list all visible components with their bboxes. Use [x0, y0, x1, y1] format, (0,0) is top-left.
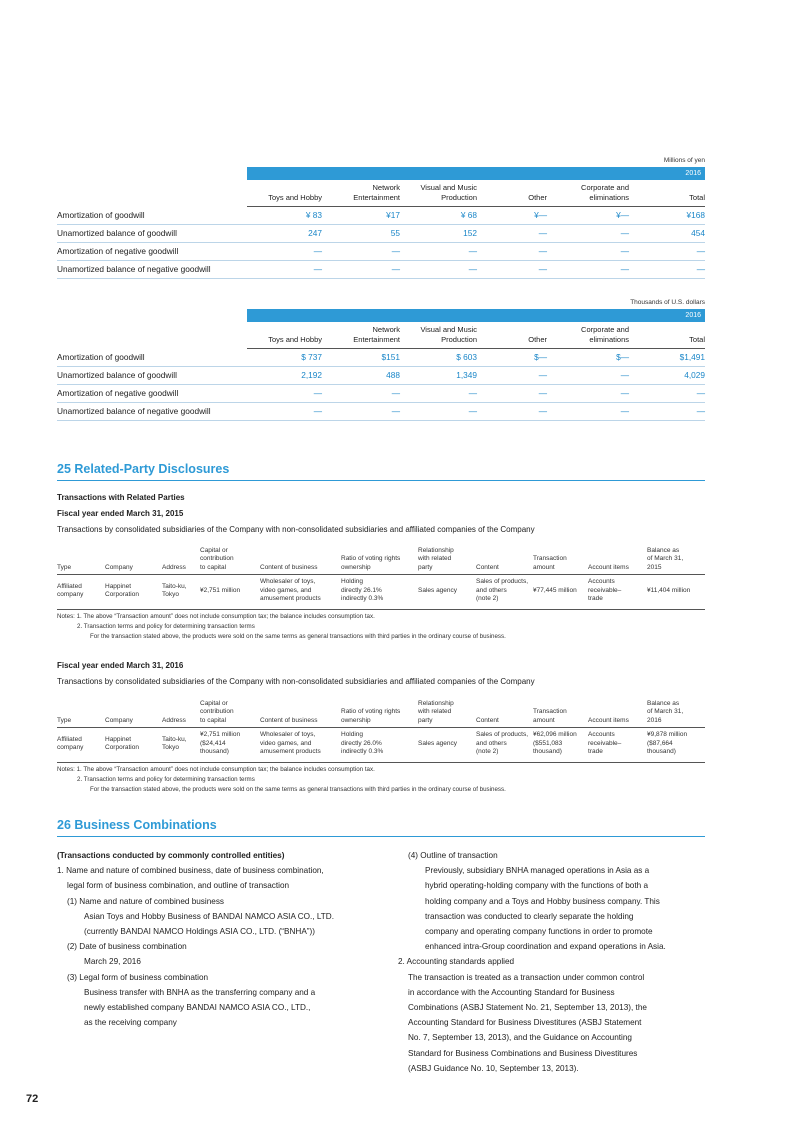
notes-2015: [57, 612, 705, 642]
subheading-transactions: Transactions with Related Parties: [57, 493, 185, 502]
rp-header-cell: Account items: [588, 563, 629, 571]
rp-cell: Happinet Corporation: [105, 735, 139, 751]
rp-header-cell: Capital or contribution to capital: [200, 546, 234, 571]
rp-cell: ¥2,751 million: [200, 586, 241, 594]
paragraph-line: enhanced intra-Group coordination and expand operations in Asia.: [425, 942, 666, 952]
col-header: Corporate and eliminations: [581, 183, 629, 202]
table-cell: ¥—: [616, 210, 629, 220]
rp-header-cell: Company: [105, 716, 133, 724]
table-cell: 2,192: [301, 370, 322, 380]
paragraph-line: company and operating company functions in order to promote: [425, 927, 653, 937]
row-label: Unamortized balance of goodwill: [57, 228, 177, 238]
related-party-table-2016: [57, 695, 705, 763]
year-band: 2016: [247, 309, 705, 322]
paragraph-line: (3) Legal form of business combination: [67, 972, 209, 982]
rp-header-cell: Content of business: [260, 716, 318, 724]
table-row: [57, 403, 705, 421]
col-header: Visual and Music Production: [420, 325, 477, 344]
year-band: 2016: [247, 167, 705, 180]
table-cell: —: [468, 406, 477, 416]
rp-header-cell: Type: [57, 563, 72, 571]
rp-cell: Sales of products, and others (note 2): [476, 578, 529, 603]
paragraph-line: (4) Outline of transaction: [408, 851, 498, 860]
related-party-table-2015: [57, 542, 705, 610]
rp-data-row: [57, 575, 705, 610]
table-cell: —: [313, 388, 322, 398]
table-cell: —: [696, 264, 705, 274]
column-headers: [57, 322, 705, 348]
table-cell: —: [620, 228, 629, 238]
paragraph-line: Business transfer with BNHA as the transferring company and a: [84, 987, 316, 997]
goodwill-table-usd: [57, 299, 705, 421]
subheading-fy2016: Fiscal year ended March 31, 2016: [57, 661, 184, 670]
col-header: Total: [689, 193, 705, 202]
table-cell: —: [620, 246, 629, 256]
table-cell: —: [468, 264, 477, 274]
subheading-fy2015: Fiscal year ended March 31, 2015: [57, 509, 184, 518]
table-cell: ¥—: [534, 210, 547, 220]
rp-cell: Accounts receivable– trade: [588, 578, 622, 603]
rp-cell: ¥9,878 million ($87,664 thousand): [647, 731, 688, 756]
table-cell: —: [313, 406, 322, 416]
table-cell: —: [391, 264, 400, 274]
paragraph-line: Combinations (ASBJ Statement No. 21, September 13, 2013), the: [408, 1003, 647, 1013]
paragraph-line: holding company and a Toys and Hobby business company. This: [425, 896, 660, 906]
description-2015: Transactions by consolidated subsidiaries of the Company with non-consolidated subsidiaries and affiliated companies of the Company: [57, 525, 535, 534]
business-combinations-right: [398, 848, 708, 1076]
col-header: Toys and Hobby: [268, 335, 322, 344]
rp-header-cell: Company: [105, 563, 133, 571]
paragraph-line: 2. Accounting standards applied: [398, 957, 515, 967]
table-cell: —: [696, 246, 705, 256]
paragraph-line: Asian Toys and Hobby Business of BANDAI NAMCO ASIA CO., LTD.: [84, 911, 334, 921]
table-cell: 55: [390, 228, 400, 238]
unit-label: Millions of yen: [663, 157, 705, 164]
table-cell: —: [391, 246, 400, 256]
rp-cell: ¥11,404 million: [647, 586, 691, 594]
rp-header-cell: Balance as of March 31, 2015: [647, 546, 684, 571]
table-cell: —: [538, 228, 547, 238]
rp-header-cell: Account items: [588, 716, 629, 724]
col-header: Other: [528, 193, 547, 202]
paragraph-line: legal form of business combination, and outline of transaction: [67, 881, 290, 891]
table-cell: $ 737: [301, 352, 322, 362]
paragraph-line: Standard for Business Combinations and Business Divestitures: [408, 1048, 638, 1058]
row-label: Amortization of negative goodwill: [57, 246, 179, 256]
unit-label: Thousands of U.S. dollars: [630, 299, 705, 306]
rp-cell: Affiliated company: [57, 735, 84, 751]
row-label: Amortization of goodwill: [57, 210, 145, 220]
rp-header-cell: Transaction amount: [533, 708, 567, 724]
table-cell: 4,029: [684, 370, 705, 380]
rp-cell: ¥62,096 million ($551,083 thousand): [533, 731, 577, 756]
table-cell: $ 603: [456, 352, 477, 362]
rp-header-cell: Relationship with related party: [418, 546, 454, 571]
paragraph-line: as the receiving company: [84, 1018, 177, 1028]
note-line: For the transaction stated above, the products were sold on the same terms as general transactions with third parties in the ordinary course of business.: [90, 633, 506, 640]
note-line: Notes: 1. The above “Transaction amount” does not include consumption tax; the balance includes consumption tax.: [57, 613, 375, 620]
paragraph-line: (2) Date of business combination: [67, 942, 187, 952]
table-cell: 152: [463, 228, 477, 238]
table-cell: 454: [691, 228, 705, 238]
table-row: [57, 349, 705, 367]
table-row: [57, 243, 705, 261]
row-label: Unamortized balance of negative goodwill: [57, 406, 211, 416]
table-cell: 488: [386, 370, 400, 380]
rp-cell: Holding directly 26.0% indirectly 0.3%: [341, 731, 384, 756]
table-cell: —: [468, 246, 477, 256]
col-header: Visual and Music Production: [420, 183, 477, 202]
paragraph-line: 1. Name and nature of combined business, date of business combination,: [57, 866, 324, 876]
table-cell: —: [538, 388, 547, 398]
table-cell: —: [538, 264, 547, 274]
rp-cell: Wholesaler of toys, video games, and amusement products: [260, 578, 321, 603]
table-row: [57, 225, 705, 243]
rp-header-cell: Capital or contribution to capital: [200, 699, 234, 724]
table-cell: —: [391, 406, 400, 416]
rp-header-cell: Content: [476, 716, 499, 724]
rp-data-row: [57, 728, 705, 763]
rp-cell: Wholesaler of toys, video games, and amusement products: [260, 731, 321, 756]
paragraph-line: Accounting Standard for Business Divestitures (ASBJ Statement: [408, 1018, 642, 1028]
paragraph-line: (1) Name and nature of combined business: [67, 896, 225, 906]
table-cell: —: [620, 370, 629, 380]
rp-cell: Affiliated company: [57, 582, 84, 598]
table-cell: —: [620, 388, 629, 398]
col-header: Corporate and eliminations: [581, 325, 629, 344]
table-cell: ¥17: [386, 210, 400, 220]
row-label: Amortization of goodwill: [57, 352, 145, 362]
section-26-title: 26 Business Combinations: [57, 818, 705, 837]
rp-header-row: [57, 695, 705, 728]
rp-header-cell: Transaction amount: [533, 555, 567, 571]
rp-header-cell: Ratio of voting rights ownership: [341, 555, 401, 571]
rp-header-cell: Content of business: [260, 563, 318, 571]
rp-cell: Taito-ku, Tokyo: [162, 735, 187, 751]
table-row: [57, 207, 705, 225]
paragraph-line: Previously, subsidiary BNHA managed operations in Asia as a: [425, 866, 650, 876]
table-cell: —: [538, 246, 547, 256]
table-cell: ¥ 83: [305, 210, 322, 220]
column-headers: [57, 180, 705, 206]
rp-header-cell: Balance as of March 31, 2016: [647, 699, 684, 724]
table-cell: $151: [381, 352, 400, 362]
note-line: 2. Transaction terms and policy for determining transaction terms: [77, 623, 255, 630]
rp-cell: Sales agency: [418, 586, 458, 594]
col-header: Total: [689, 335, 705, 344]
table-row: [57, 261, 705, 279]
paragraph-line: No. 7, September 13, 2013), and the Guidance on Accounting: [408, 1033, 632, 1043]
rp-cell: ¥77,445 million: [533, 586, 577, 594]
table-cell: $1,491: [679, 352, 705, 362]
row-label: Amortization of negative goodwill: [57, 388, 179, 398]
paragraph-line: The transaction is treated as a transaction under common control: [408, 972, 645, 982]
table-cell: —: [538, 370, 547, 380]
table-cell: —: [468, 388, 477, 398]
table-cell: $—: [534, 352, 547, 362]
paragraph-line: (Transactions conducted by commonly controlled entities): [57, 851, 285, 860]
table-cell: 247: [308, 228, 322, 238]
rp-header-cell: Relationship with related party: [418, 699, 454, 724]
paragraph-line: (currently BANDAI NAMCO Holdings ASIA CO., LTD. (“BNHA”)): [84, 927, 315, 937]
table-row: [57, 367, 705, 385]
paragraph-line: transaction was conducted to clearly separate the holding: [425, 911, 634, 921]
table-cell: —: [620, 264, 629, 274]
page-number: 72: [26, 1093, 39, 1105]
table-cell: —: [313, 246, 322, 256]
row-label: Unamortized balance of negative goodwill: [57, 264, 211, 274]
table-cell: $—: [616, 352, 629, 362]
note-line: 2. Transaction terms and policy for determining transaction terms: [77, 776, 255, 783]
rp-cell: Accounts receivable– trade: [588, 731, 622, 756]
table-cell: —: [313, 264, 322, 274]
rp-cell: Sales agency: [418, 739, 458, 747]
rp-cell: Happinet Corporation: [105, 582, 139, 598]
row-label: Unamortized balance of goodwill: [57, 370, 177, 380]
table-cell: ¥168: [686, 210, 705, 220]
table-cell: —: [696, 388, 705, 398]
goodwill-table-yen: [57, 157, 705, 279]
paragraph-line: in accordance with the Accounting Standard for Business: [408, 987, 615, 997]
table-cell: ¥ 68: [460, 210, 477, 220]
rp-cell: Taito-ku, Tokyo: [162, 582, 187, 598]
table-cell: —: [538, 406, 547, 416]
table-cell: —: [696, 406, 705, 416]
section-25-title: 25 Related-Party Disclosures: [57, 462, 705, 481]
rp-cell: Holding directly 26.1% indirectly 0.3%: [341, 578, 384, 603]
note-line: For the transaction stated above, the products were sold on the same terms as general transactions with third parties in the ordinary course of business.: [90, 786, 506, 793]
col-header: Network Entertainment: [353, 325, 400, 344]
table-cell: —: [391, 388, 400, 398]
col-header: Other: [528, 335, 547, 344]
rp-header-cell: Content: [476, 563, 499, 571]
paragraph-line: (ASBJ Guidance No. 10, September 13, 2013).: [408, 1063, 579, 1073]
table-cell: —: [620, 406, 629, 416]
note-line: Notes: 1. The above “Transaction amount” does not include consumption tax; the balance includes consumption tax.: [57, 766, 375, 773]
rp-header-row: [57, 542, 705, 575]
paragraph-line: hybrid operating-holding company with the functions of both a: [425, 881, 649, 891]
rp-header-cell: Ratio of voting rights ownership: [341, 708, 401, 724]
rp-cell: ¥2,751 million ($24,414 thousand): [200, 731, 241, 756]
paragraph-line: newly established company BANDAI NAMCO ASIA CO., LTD.,: [84, 1003, 311, 1013]
col-header: Toys and Hobby: [268, 193, 322, 202]
table-row: [57, 385, 705, 403]
paragraph-line: March 29, 2016: [84, 957, 141, 967]
col-header: Network Entertainment: [353, 183, 400, 202]
notes-2016: [57, 765, 705, 795]
rp-header-cell: Address: [162, 716, 186, 724]
rp-header-cell: Address: [162, 563, 186, 571]
description-2016: Transactions by consolidated subsidiaries of the Company with non-consolidated subsidiaries and affiliated companies of the Company: [57, 677, 535, 686]
rp-cell: Sales of products, and others (note 2): [476, 731, 529, 756]
business-combinations-left: [57, 848, 387, 1030]
table-cell: 1,349: [456, 370, 477, 380]
rp-header-cell: Type: [57, 716, 72, 724]
